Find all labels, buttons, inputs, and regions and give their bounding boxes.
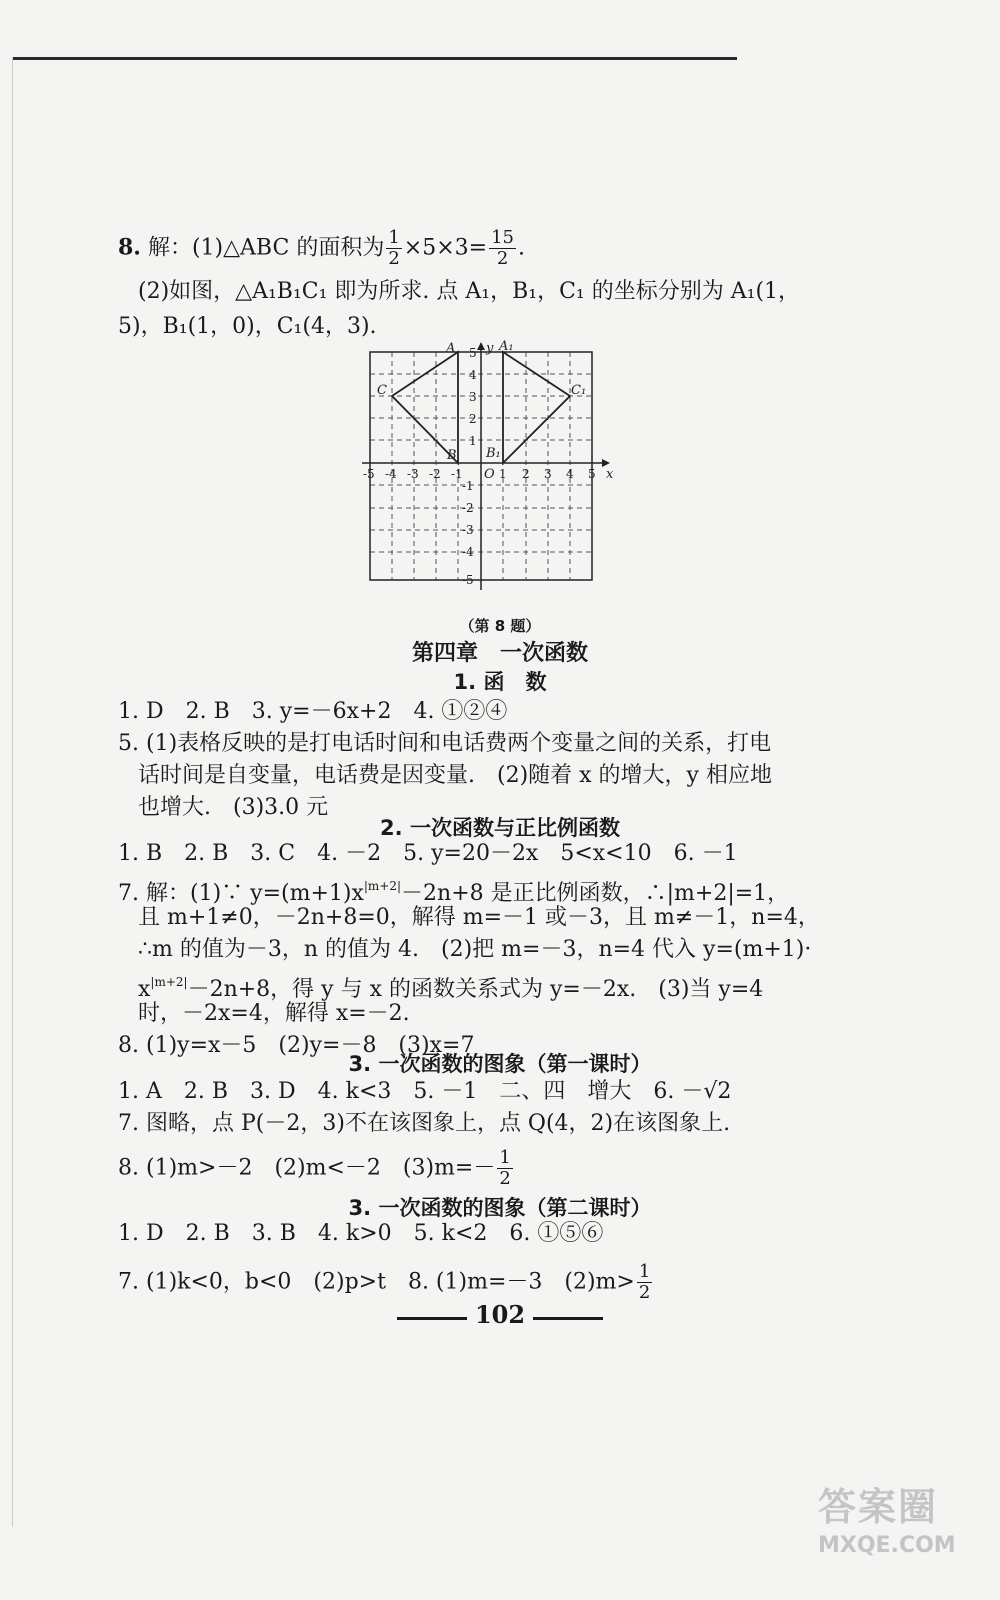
ornament-left: [397, 1317, 467, 1320]
y-tick-label: 5: [469, 346, 477, 360]
top-rule: [12, 57, 737, 60]
y-tick-label: 4: [469, 368, 477, 382]
fraction-half: [386, 228, 401, 269]
denominator: 2: [638, 1282, 651, 1303]
section-2-q7-line-1: [118, 872, 789, 908]
text: .: [518, 235, 525, 261]
text: 7. (1)k<0，b<0 (2)p>t 8. (1)m=－3 (2)m>: [118, 1269, 635, 1295]
page-footer: [0, 1300, 1000, 1329]
section-4-answers-1-6: 1. D 2. B 3. B 4. k>0 5. k<2 6. ①⑤⑥: [118, 1221, 604, 1246]
origin-label: O: [484, 467, 495, 482]
section-2-q8: 8. (1)y=x－5 (2)y=－8 (3)x=7: [118, 1033, 475, 1058]
x-tick-label: -4: [385, 467, 397, 481]
text: x: [138, 977, 151, 1002]
fraction-half: [497, 1148, 512, 1189]
section-2-answers-1-6: 1. B 2. B 3. C 4. －2 5. y=20－2x 5<x<10 6. －1: [118, 841, 738, 866]
denominator: 2: [496, 248, 509, 269]
x-tick-label: 5: [588, 467, 596, 481]
chapter-title: 第四章 一次函数: [411, 641, 588, 666]
text: 解：(1)△ABC 的面积为: [140, 235, 385, 261]
x-tick-label: -3: [407, 467, 419, 481]
fraction-15-2: [489, 228, 516, 269]
y-axis-arrow: [477, 342, 485, 350]
watermark-logo: [818, 1476, 956, 1558]
text: 8. (1)m>－2 (2)m<－2 (3)m=－: [118, 1155, 496, 1181]
section-2-q7-line-5: 时，－2x=4，解得 x=－2.: [138, 1001, 410, 1026]
triangle-abc: [392, 352, 458, 463]
numerator: 1: [388, 227, 400, 248]
y-tick-label: -3: [462, 523, 474, 537]
section-2-q7-line-4: [138, 968, 763, 1004]
x-tick-label: 4: [566, 467, 574, 481]
denominator: 2: [388, 248, 400, 269]
x-tick-label: 1: [499, 467, 507, 481]
ornament-right: [533, 1317, 603, 1320]
exponent: |m+2|: [363, 879, 402, 893]
x-tick-label: 2: [522, 467, 530, 481]
point-label-a: A: [446, 341, 456, 356]
exponent: |m+2|: [150, 975, 188, 989]
text: －2n+8，得 y 与 x 的函数关系式为 y=－2x. (3)当 y=4: [187, 977, 764, 1002]
section-1-q5-line-3: 也增大. (3)3.0 元: [138, 795, 329, 820]
section-1-q5-line-1: 5. (1)表格反映的是打电话时间和电话费两个变量之间的关系，打电: [118, 731, 772, 756]
x-tick-label: 3: [544, 467, 552, 481]
y-axis-label: y: [486, 341, 494, 356]
y-tick-label: 2: [469, 412, 477, 426]
problem-number: 8.: [118, 234, 141, 261]
problem-8-line-2: (2)如图，△A₁B₁C₁ 即为所求. 点 A₁，B₁，C₁ 的坐标分别为 A₁(1，: [138, 279, 801, 304]
section-3-title: 3. 一次函数的图象（第一课时）: [348, 1052, 652, 1076]
y-tick-label: -4: [462, 545, 474, 559]
watermark-url: MXQE.COM: [818, 1533, 956, 1558]
section-2-title: 2. 一次函数与正比例函数: [380, 816, 620, 840]
numerator: 15: [491, 227, 514, 248]
text: ×5×3=: [403, 235, 488, 261]
section-3-q8: [118, 1148, 515, 1189]
triangle-a1b1c1: [503, 352, 570, 463]
y-tick-label: -1: [462, 479, 474, 493]
y-tick-label: -2: [462, 501, 474, 515]
x-tick-label: -1: [451, 467, 463, 481]
x-tick-label: -2: [429, 467, 441, 481]
text: －2n+8 是正比例函数，∴|m+2|=1，: [401, 881, 790, 906]
section-1-answers-1-4: 1. D 2. B 3. y=－6x+2 4. ①②④: [118, 699, 508, 724]
section-3-q7: 7. 图略，点 P(－2，3)不在该图象上，点 Q(4，2)在该图象上.: [118, 1111, 731, 1136]
point-label-a1: A₁: [499, 340, 514, 354]
point-label-c: C: [377, 383, 387, 398]
section-2-q7-line-2: 且 m+1≠0，－2n+8=0，解得 m=－1 或－3，且 m≠－1，n=4，: [138, 905, 820, 930]
section-4-title: 3. 一次函数的图象（第二课时）: [348, 1196, 652, 1220]
y-tick-label: -5: [462, 573, 474, 587]
fraction-half: [637, 1262, 652, 1303]
section-3-answers-1-6: 1. A 2. B 3. D 4. k<3 5. －1 二、四 增大 6. －√2: [118, 1079, 732, 1104]
page-number: 102: [474, 1300, 526, 1329]
x-axis-label: x: [606, 467, 614, 482]
x-tick-label: -5: [363, 467, 375, 481]
denominator: 2: [499, 1168, 511, 1189]
y-tick-label: 3: [469, 390, 477, 404]
section-1-q5-line-2: 话时间是自变量，电话费是因变量. (2)随着 x 的增大，y 相应地: [138, 763, 772, 788]
point-label-b: B: [447, 448, 457, 463]
x-axis-arrow: [602, 459, 610, 467]
figure-caption: （第 8 题）: [459, 617, 541, 635]
y-tick-label: 1: [469, 434, 477, 448]
point-label-c1: C₁: [571, 383, 587, 398]
section-2-q7-line-3: ∴m 的值为－3，n 的值为 4. (2)把 m=－3，n=4 代入 y=(m+1)·: [138, 937, 812, 962]
section-1-title: 1. 函 数: [453, 670, 547, 694]
numerator: 1: [638, 1261, 651, 1282]
section-4-q7-q8: [118, 1262, 654, 1303]
coordinate-graph: [358, 340, 620, 600]
problem-8-line-1: [118, 228, 525, 269]
point-label-b1: B₁: [486, 446, 501, 461]
text: 7. 解：(1)∵ y=(m+1)x: [118, 881, 364, 906]
watermark-text: 答案圈: [818, 1485, 939, 1529]
problem-8-line-3: 5)，B₁(1，0)，C₁(4，3).: [118, 314, 377, 339]
numerator: 1: [499, 1147, 511, 1168]
